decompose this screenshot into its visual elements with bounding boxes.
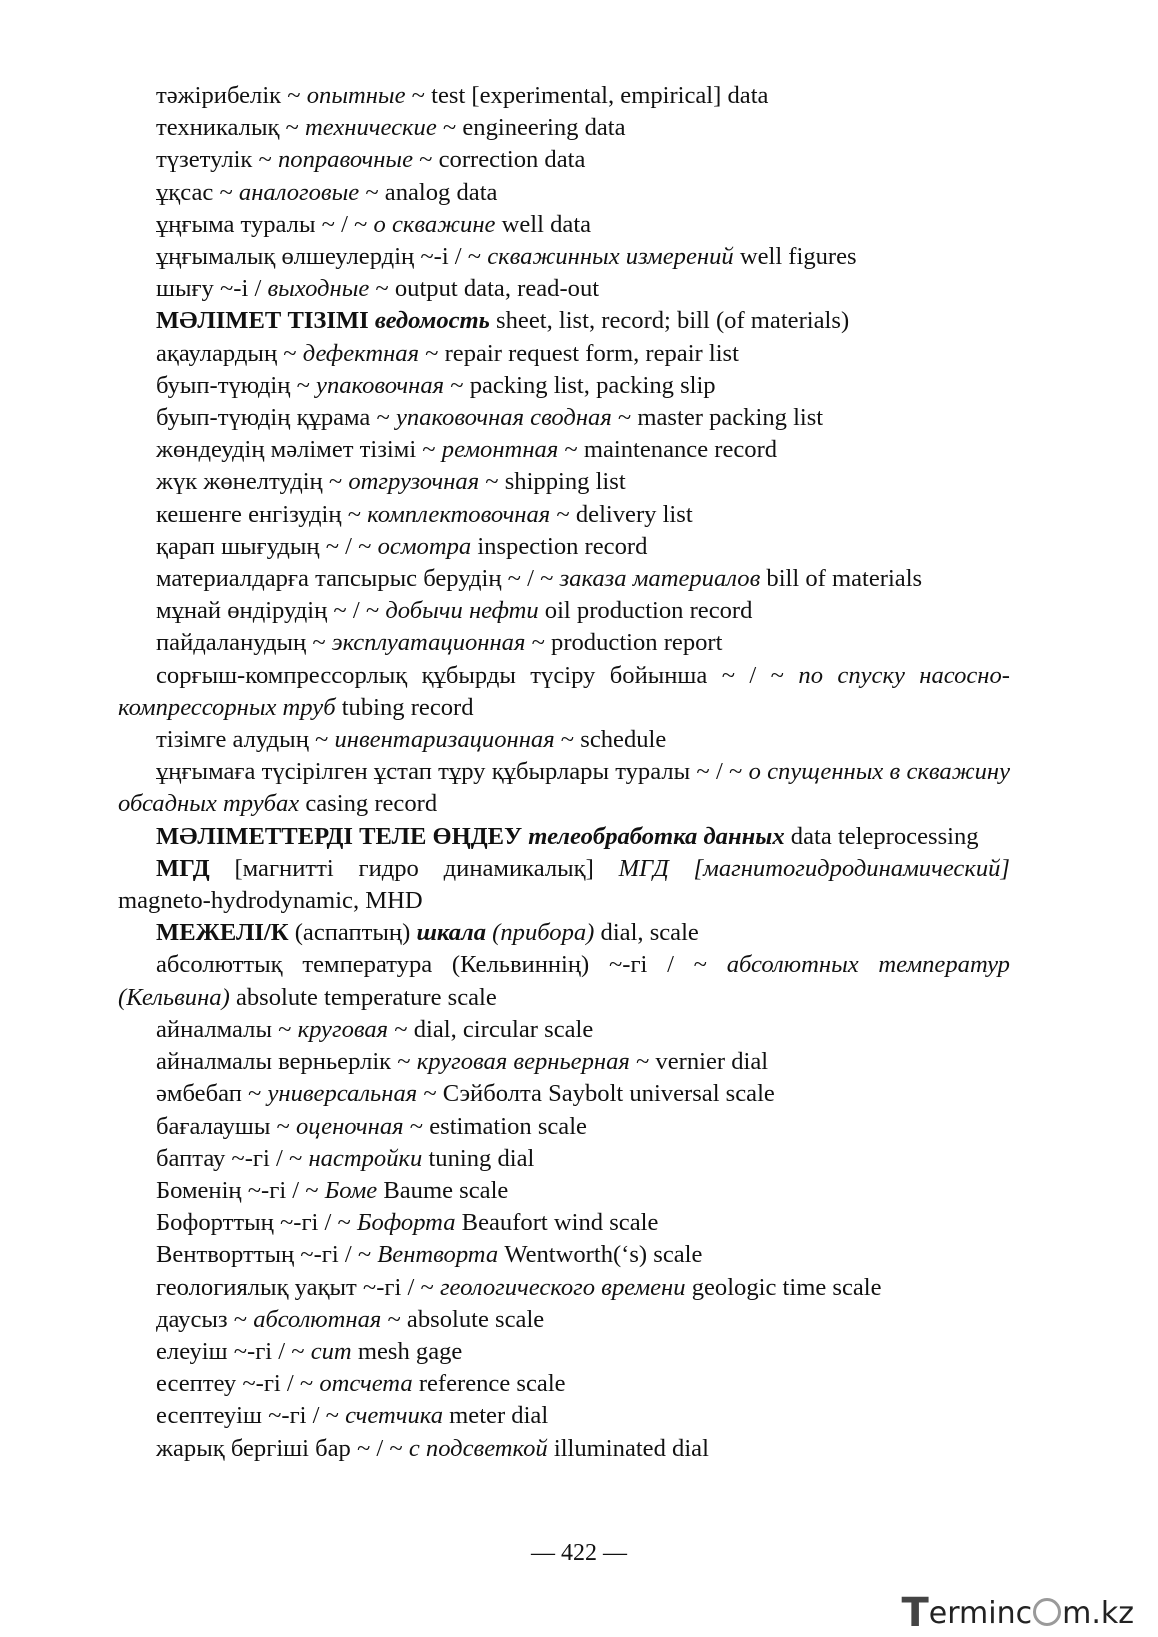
- dictionary-entry: [118, 1143, 1010, 1175]
- watermark-text: erminc: [928, 1596, 1033, 1631]
- entry-russian-term: счетчика: [345, 1402, 443, 1430]
- dictionary-entry: [118, 1368, 1010, 1400]
- entry-russian-term: поправочные: [277, 146, 413, 174]
- dictionary-entry: [118, 627, 1010, 659]
- dictionary-entry: [118, 660, 1010, 724]
- entry-kazakh-text: абсолюттық температура (Кельвиннің) ~-гі / ~: [156, 951, 727, 979]
- entry-russian-term: заказа материалов: [559, 565, 761, 593]
- entry-kazakh-text: тізімге алудың ~: [156, 726, 335, 754]
- entry-english-term: ~ Сэйболта Saybolt universal scale: [417, 1080, 775, 1108]
- dictionary-entry: [118, 1433, 1010, 1465]
- entry-kazakh-text: бағалаушы ~: [156, 1112, 296, 1140]
- entry-russian-term: ремонтная: [441, 436, 559, 464]
- entry-english-term: sheet, list, record; bill (of materials): [489, 307, 850, 335]
- entry-english-term: ~ output data, read-out: [369, 275, 600, 303]
- entry-kazakh-text: айналмалы ~: [156, 1015, 298, 1043]
- entry-russian-term: о скважине: [373, 210, 496, 238]
- entry-english-term: ~ delivery list: [550, 500, 693, 528]
- entry-english-term: ~ maintenance record: [558, 436, 778, 464]
- dictionary-entry: [118, 1400, 1010, 1432]
- entry-russian-term: скважинных измерений: [487, 243, 734, 271]
- entry-russian-term: абсолютная: [253, 1305, 382, 1333]
- dictionary-entry: [118, 241, 1010, 273]
- dictionary-entry: [118, 273, 1010, 305]
- dictionary-entry: [118, 756, 1010, 820]
- entry-russian-term: добычи нефти: [385, 597, 539, 625]
- entry-kazakh-text: айналмалы верньерлік ~: [156, 1048, 417, 1076]
- entry-kazakh-text: әмбебап ~: [156, 1080, 268, 1108]
- entry-english-term: ~ correction data: [413, 146, 586, 174]
- entry-english-term: tuning dial: [422, 1144, 535, 1172]
- entry-russian-term: настройки: [308, 1144, 423, 1172]
- entry-russian-term: технические: [305, 114, 437, 142]
- entry-kazakh-text: мұнай өндірудің ~ / ~: [156, 597, 386, 625]
- entry-english-term: tubing record: [335, 693, 474, 721]
- entry-russian-term: круговая верньерная: [416, 1048, 630, 1076]
- page-number: — 422 —: [531, 1540, 627, 1566]
- entry-english-term: magneto-hydrodynamic, MHD: [118, 887, 423, 915]
- dictionary-entry: [118, 112, 1010, 144]
- dictionary-entry: [118, 595, 1010, 627]
- entry-russian-term: Вентворта: [377, 1241, 499, 1269]
- entry-kazakh-text: материалдарға тапсырыс берудің ~ / ~: [156, 565, 560, 593]
- entry-headword: ведомость: [374, 307, 490, 335]
- entry-russian-term: осмотра: [377, 532, 472, 560]
- entry-kazakh-text: геологиялық уақыт ~-гі / ~: [156, 1273, 440, 1301]
- dictionary-entry: [118, 466, 1010, 498]
- entry-russian-term: (прибора): [492, 919, 595, 947]
- entry-english-term: oil production record: [538, 597, 753, 625]
- entry-kazakh-text: (аспаптың): [288, 919, 417, 947]
- entry-russian-term: оценочная: [295, 1112, 404, 1140]
- entry-kazakh-text: буып-түюдің құрама ~: [156, 404, 396, 432]
- entry-kazakh-text: пайдаланудың ~: [156, 629, 332, 657]
- entry-kazakh-text: Бофорттың ~-гі / ~: [156, 1209, 357, 1237]
- entry-headword: МЕЖЕЛІ/К: [156, 919, 289, 947]
- magnifier-icon: [1033, 1598, 1061, 1626]
- dictionary-entry: [118, 724, 1010, 756]
- entry-kazakh-text: сорғыш-компрессорлық құбырды түсіру бойынша ~ / ~: [156, 661, 799, 689]
- dictionary-entry: [118, 1175, 1010, 1207]
- entry-english-term: inspection record: [471, 532, 648, 560]
- entry-russian-term: по спуску насосно-компрессорных труб: [118, 661, 1010, 721]
- dictionary-entry: [118, 563, 1010, 595]
- dictionary-entry: [118, 1272, 1010, 1304]
- watermark-letter: T: [901, 1590, 929, 1636]
- dictionary-entry: [118, 209, 1010, 241]
- entry-kazakh-text: жарық бергіші бар ~ / ~: [156, 1434, 409, 1462]
- entry-russian-term: круговая: [297, 1015, 389, 1043]
- entry-english-term: absolute temperature scale: [229, 983, 497, 1011]
- entry-kazakh-text: түзетулік ~: [156, 146, 278, 174]
- entry-headword: МГД: [156, 854, 210, 882]
- entry-kazakh-text: [магнитті гидро динамикалық]: [209, 854, 619, 882]
- entry-headword: МӘЛІМЕТ ТІЗІМІ: [156, 307, 369, 335]
- entry-english-term: reference scale: [412, 1370, 566, 1398]
- entry-russian-term: комплектовочная: [367, 500, 551, 528]
- entry-english-term: ~ dial, circular scale: [388, 1015, 594, 1043]
- dictionary-entry: [118, 917, 1010, 949]
- entry-headword: телеобработка данных: [528, 822, 785, 850]
- entry-kazakh-text: қарап шығудың ~ / ~: [156, 532, 378, 560]
- dictionary-entry: [118, 305, 1010, 337]
- entry-kazakh-text: ұңғыма туралы ~ / ~: [156, 210, 374, 238]
- dictionary-entry: [118, 1078, 1010, 1110]
- entry-russian-term: инвентаризационная: [334, 726, 555, 754]
- entry-english-term: dial, scale: [594, 919, 699, 947]
- dictionary-entry: [118, 949, 1010, 1013]
- entry-kazakh-text: буып-түюдің ~: [156, 371, 317, 399]
- entry-kazakh-text: ұңғымалық өлшеулердің ~-і / ~: [156, 243, 488, 271]
- entry-english-term: Beaufort wind scale: [455, 1209, 659, 1237]
- entry-kazakh-text: Боменің ~-гі / ~: [156, 1176, 325, 1204]
- dictionary-entry: [118, 499, 1010, 531]
- entry-russian-term: эксплуатационная: [331, 629, 526, 657]
- entry-russian-term: отгрузочная: [348, 468, 480, 496]
- entry-kazakh-text: даусыз ~: [156, 1305, 254, 1333]
- dictionary-entry: [118, 1046, 1010, 1078]
- entry-english-term: Baume scale: [377, 1176, 509, 1204]
- entry-english-term: ~ vernier dial: [629, 1048, 769, 1076]
- watermark-domain: m.kz: [1062, 1596, 1134, 1631]
- dictionary-entry: [118, 1207, 1010, 1239]
- entry-english-term: geologic time scale: [685, 1273, 882, 1301]
- entry-english-term: bill of materials: [760, 565, 923, 593]
- entry-kazakh-text: тәжірибелік ~: [156, 82, 307, 109]
- entry-english-term: casing record: [299, 790, 438, 818]
- entry-kazakh-text: есептеуіш ~-гі / ~: [156, 1402, 346, 1430]
- entry-english-term: ~ analog data: [359, 178, 498, 206]
- entry-english-term: ~ master packing list: [611, 404, 824, 432]
- entry-kazakh-text: жөндеудің мәлімет тізімі ~: [156, 436, 442, 464]
- site-watermark-logo: [901, 1590, 1134, 1636]
- entry-english-term: ~ repair request form, repair list: [419, 339, 739, 367]
- entry-russian-term: сит: [310, 1337, 352, 1365]
- entry-english-term: ~ test [experimental, empirical] data: [405, 82, 769, 109]
- entry-english-term: data teleprocessing: [784, 822, 979, 850]
- entry-english-term: Wentworth(‘s) scale: [498, 1241, 703, 1269]
- dictionary-entry: [118, 1304, 1010, 1336]
- entry-russian-term: о спущенных в скважину обсадных трубах: [118, 758, 1010, 818]
- entry-russian-term: Бофорта: [356, 1209, 456, 1237]
- entry-russian-term: геологического времени: [439, 1273, 686, 1301]
- entry-english-term: ~ schedule: [554, 726, 667, 754]
- dictionary-entry: [118, 1014, 1010, 1046]
- entry-kazakh-text: техникалық ~: [156, 114, 306, 142]
- entry-russian-term: упаковочная сводная: [395, 404, 612, 432]
- entry-russian-term: аналоговые: [238, 178, 360, 206]
- dictionary-entry: [118, 1336, 1010, 1368]
- entry-kazakh-text: елеуіш ~-гі / ~: [156, 1337, 311, 1365]
- entry-english-term: meter dial: [443, 1402, 549, 1430]
- dictionary-entry: [118, 402, 1010, 434]
- dictionary-entry: [118, 177, 1010, 209]
- entry-kazakh-text: ақаулардың ~: [156, 339, 303, 367]
- entry-russian-term: отсчета: [319, 1370, 413, 1398]
- entry-kazakh-text: кешенге енгізудің ~: [156, 500, 368, 528]
- entry-russian-term: абсолютных температур (Кельвина): [118, 951, 1010, 1011]
- entry-russian-term: дефектная: [302, 339, 420, 367]
- dictionary-entry: [118, 370, 1010, 402]
- dictionary-entry: [118, 144, 1010, 176]
- entry-kazakh-text: баптау ~-гі / ~: [156, 1144, 309, 1172]
- entry-russian-term: универсальная: [267, 1080, 418, 1108]
- entry-english-term: ~ production report: [525, 629, 723, 657]
- entry-russian-term: выходные: [267, 275, 370, 303]
- entry-english-term: ~ engineering data: [436, 114, 626, 142]
- entry-kazakh-text: есептеу ~-гі / ~: [156, 1370, 320, 1398]
- dictionary-entry: [118, 1111, 1010, 1143]
- entry-english-term: ~ shipping list: [479, 468, 626, 496]
- entry-russian-term: упаковочная: [316, 371, 445, 399]
- entry-english-term: well figures: [733, 243, 857, 271]
- entry-kazakh-text: шығу ~-і /: [156, 275, 268, 303]
- entry-russian-term: опытные: [306, 82, 406, 109]
- entry-english-term: illuminated dial: [547, 1434, 709, 1462]
- dictionary-entry: [118, 821, 1010, 853]
- entry-russian-term: с подсветкой: [408, 1434, 548, 1462]
- entry-english-term: mesh gage: [351, 1337, 463, 1365]
- dictionary-entries: [118, 80, 1010, 1465]
- entry-kazakh-text: ұқсас ~: [156, 178, 239, 206]
- entry-headword: шкала: [416, 919, 486, 947]
- entry-russian-term: МГД [магнитогидродинамический]: [618, 854, 1010, 882]
- entry-english-term: ~ absolute scale: [381, 1305, 545, 1333]
- entry-kazakh-text: жүк жөнелтудің ~: [156, 468, 349, 496]
- entry-headword: МӘЛІМЕТТЕРДІ ТЕЛЕ ӨҢДЕУ: [156, 822, 523, 850]
- entry-russian-term: Боме: [324, 1176, 378, 1204]
- dictionary-entry: [118, 853, 1010, 917]
- entry-kazakh-text: Вентворттың ~-гі / ~: [156, 1241, 378, 1269]
- dictionary-entry: [118, 80, 1010, 112]
- entry-english-term: ~ packing list, packing slip: [444, 371, 716, 399]
- entry-english-term: well data: [495, 210, 592, 238]
- entry-kazakh-text: ұңғымаға түсірілген ұстап тұру құбырлары туралы ~ / ~: [156, 758, 749, 786]
- dictionary-entry: [118, 531, 1010, 563]
- entry-english-term: ~ estimation scale: [403, 1112, 587, 1140]
- dictionary-entry: [118, 338, 1010, 370]
- dictionary-entry: [118, 1239, 1010, 1271]
- dictionary-entry: [118, 434, 1010, 466]
